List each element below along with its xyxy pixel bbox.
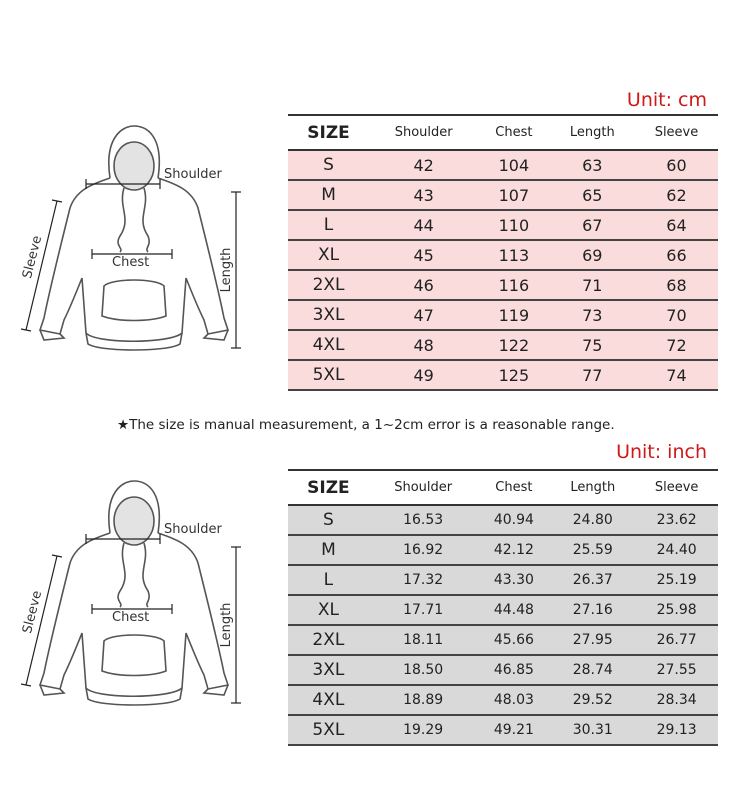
cell-shoulder: 16.53 <box>369 505 478 535</box>
cell-sleeve: 25.98 <box>635 595 718 625</box>
cell-chest: 113 <box>478 240 549 270</box>
table-row <box>288 330 718 360</box>
sleeve-label: Sleeve <box>20 234 46 281</box>
col-sleeve: Sleeve <box>635 115 718 150</box>
cell-shoulder: 18.50 <box>369 655 478 685</box>
cell-size: M <box>288 535 369 565</box>
unit-inch-label: Unit: inch <box>616 441 707 463</box>
cell-size: S <box>288 505 369 535</box>
cell-sleeve: 70 <box>635 300 718 330</box>
col-shoulder: Shoulder <box>369 115 478 150</box>
table-row <box>288 715 718 745</box>
cell-shoulder: 19.29 <box>369 715 478 745</box>
cell-sleeve: 29.13 <box>635 715 718 745</box>
cell-length: 25.59 <box>550 535 635 565</box>
cell-shoulder: 45 <box>369 240 478 270</box>
cell-sleeve: 72 <box>635 330 718 360</box>
table-row <box>288 625 718 655</box>
cell-sleeve: 60 <box>635 150 718 180</box>
cell-shoulder: 18.89 <box>369 685 478 715</box>
table-row <box>288 535 718 565</box>
table-row <box>288 240 718 270</box>
cell-chest: 107 <box>478 180 549 210</box>
col-size: SIZE <box>288 115 369 150</box>
cell-shoulder: 44 <box>369 210 478 240</box>
col-length: Length <box>550 115 635 150</box>
cell-size: 3XL <box>288 300 369 330</box>
cell-sleeve: 23.62 <box>635 505 718 535</box>
cell-shoulder: 47 <box>369 300 478 330</box>
table-row <box>288 595 718 625</box>
cell-sleeve: 27.55 <box>635 655 718 685</box>
cell-chest: 42.12 <box>478 535 551 565</box>
table-row <box>288 210 718 240</box>
shoulder-label: Shoulder <box>164 167 222 182</box>
cell-length: 63 <box>550 150 635 180</box>
cell-length: 65 <box>550 180 635 210</box>
cell-length: 27.95 <box>550 625 635 655</box>
cell-size: 4XL <box>288 685 369 715</box>
cell-length: 28.74 <box>550 655 635 685</box>
cell-shoulder: 17.32 <box>369 565 478 595</box>
cell-sleeve: 64 <box>635 210 718 240</box>
cell-chest: 44.48 <box>478 595 551 625</box>
cell-size: 5XL <box>288 360 369 390</box>
size-table-inch <box>288 469 718 746</box>
size-table-cm <box>288 114 718 391</box>
cell-length: 75 <box>550 330 635 360</box>
cell-chest: 46.85 <box>478 655 551 685</box>
table-row <box>288 270 718 300</box>
cell-chest: 45.66 <box>478 625 551 655</box>
cell-size: XL <box>288 595 369 625</box>
table-row <box>288 300 718 330</box>
cell-sleeve: 26.77 <box>635 625 718 655</box>
cell-length: 30.31 <box>550 715 635 745</box>
cell-size: L <box>288 565 369 595</box>
chest-label: Chest <box>112 255 150 270</box>
cell-length: 71 <box>550 270 635 300</box>
cell-sleeve: 74 <box>635 360 718 390</box>
cell-chest: 122 <box>478 330 549 360</box>
cell-length: 77 <box>550 360 635 390</box>
cell-sleeve: 24.40 <box>635 535 718 565</box>
cell-chest: 104 <box>478 150 549 180</box>
cell-chest: 48.03 <box>478 685 551 715</box>
hoodie-drawing <box>0 108 290 388</box>
cell-size: L <box>288 210 369 240</box>
cell-length: 73 <box>550 300 635 330</box>
cell-length: 27.16 <box>550 595 635 625</box>
table-row <box>288 655 718 685</box>
col-size: SIZE <box>288 470 369 505</box>
cell-length: 26.37 <box>550 565 635 595</box>
cell-size: 4XL <box>288 330 369 360</box>
cell-shoulder: 43 <box>369 180 478 210</box>
cell-size: XL <box>288 240 369 270</box>
cell-chest: 40.94 <box>478 505 551 535</box>
cell-size: M <box>288 180 369 210</box>
cell-chest: 110 <box>478 210 549 240</box>
measurement-note: ★The size is manual measurement, a 1~2cm error is a reasonable range. <box>117 417 615 433</box>
col-chest: Chest <box>478 470 551 505</box>
hoodie-drawing <box>0 463 290 743</box>
shoulder-label: Shoulder <box>164 522 222 537</box>
cell-sleeve: 62 <box>635 180 718 210</box>
cell-size: 5XL <box>288 715 369 745</box>
cell-size: S <box>288 150 369 180</box>
table-row <box>288 505 718 535</box>
cell-sleeve: 25.19 <box>635 565 718 595</box>
cell-sleeve: 68 <box>635 270 718 300</box>
cell-shoulder: 49 <box>369 360 478 390</box>
cell-size: 2XL <box>288 625 369 655</box>
hoodie-diagram-cm <box>0 108 290 388</box>
length-label: Length <box>219 247 234 293</box>
col-sleeve: Sleeve <box>635 470 718 505</box>
cell-shoulder: 46 <box>369 270 478 300</box>
cell-length: 69 <box>550 240 635 270</box>
cell-length: 29.52 <box>550 685 635 715</box>
length-label: Length <box>219 602 234 648</box>
unit-cm-label: Unit: cm <box>626 89 707 111</box>
cell-shoulder: 16.92 <box>369 535 478 565</box>
table-row <box>288 180 718 210</box>
table-row <box>288 685 718 715</box>
cell-chest: 119 <box>478 300 549 330</box>
cell-length: 24.80 <box>550 505 635 535</box>
cell-sleeve: 28.34 <box>635 685 718 715</box>
sleeve-label: Sleeve <box>20 589 46 636</box>
cell-sleeve: 66 <box>635 240 718 270</box>
table-row <box>288 565 718 595</box>
col-chest: Chest <box>478 115 549 150</box>
cell-shoulder: 48 <box>369 330 478 360</box>
cell-chest: 125 <box>478 360 549 390</box>
cell-length: 67 <box>550 210 635 240</box>
col-length: Length <box>550 470 635 505</box>
table-row <box>288 360 718 390</box>
cell-size: 2XL <box>288 270 369 300</box>
table-header-row <box>288 470 718 505</box>
cell-chest: 116 <box>478 270 549 300</box>
cell-chest: 43.30 <box>478 565 551 595</box>
cell-chest: 49.21 <box>478 715 551 745</box>
hoodie-diagram-inch <box>0 463 290 743</box>
chest-label: Chest <box>112 610 150 625</box>
cell-shoulder: 42 <box>369 150 478 180</box>
cell-shoulder: 17.71 <box>369 595 478 625</box>
table-row <box>288 150 718 180</box>
table-header-row <box>288 115 718 150</box>
cell-shoulder: 18.11 <box>369 625 478 655</box>
col-shoulder: Shoulder <box>369 470 478 505</box>
cell-size: 3XL <box>288 655 369 685</box>
